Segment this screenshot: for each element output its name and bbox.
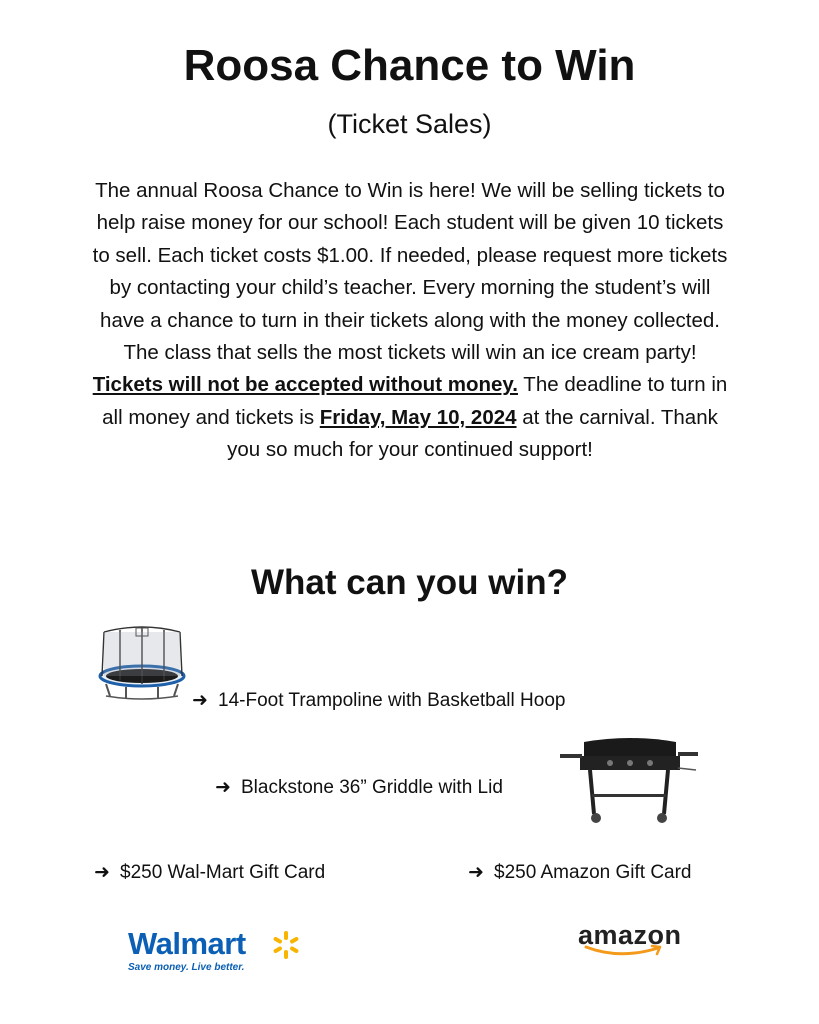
- prize-amazon-card: [468, 860, 692, 886]
- deadline-date: Friday, May 10, 2024: [319, 405, 517, 429]
- body-text-2: The deadline to turn in all money and tickets is: [102, 373, 728, 429]
- prize-label: Blackstone 36” Griddle with Lid: [241, 777, 503, 798]
- prizes-heading: What can you win?: [251, 563, 568, 602]
- no-money-warning: Tickets will not be accepted without money.: [92, 373, 518, 397]
- walmart-spark-icon: [271, 930, 301, 960]
- amazon-logo: [578, 918, 682, 952]
- prize-label: 14-Foot Trampoline with Basketball Hoop: [218, 690, 566, 711]
- trampoline-icon: [96, 620, 188, 700]
- prize-trampoline: [192, 688, 565, 714]
- page-title: Roosa Chance to Win: [183, 41, 636, 90]
- amazon-smile-icon: [580, 944, 670, 960]
- page-subtitle: (Ticket Sales): [327, 109, 492, 139]
- walmart-logo: [128, 926, 246, 974]
- amazon-wordmark: amazon: [578, 920, 682, 950]
- arrow-icon: ➜: [192, 690, 208, 711]
- body-text-1: The annual Roosa Chance to Win is here! We will be selling tickets to help raise money for our school! Each student will be given 10 tickets to sell. Each ticket costs $1.00. If needed, please request more tickets by contacting your child’s teacher. Every morning the student’s will have a chance to turn in their tickets along with the money collected. The class that sells the most tickets will win an ice cream party!: [92, 179, 728, 365]
- griddle-icon: [560, 734, 698, 826]
- walmart-wordmark: Walmart: [128, 926, 246, 961]
- arrow-icon: ➜: [468, 862, 484, 883]
- prize-walmart-card: [94, 860, 325, 886]
- walmart-tagline: Save money. Live better.: [128, 962, 245, 973]
- prize-label: $250 Amazon Gift Card: [494, 862, 692, 883]
- arrow-icon: ➜: [215, 777, 231, 798]
- body-text-3: at the carnival. Thank you so much for your continued support!: [227, 405, 718, 462]
- prize-label: $250 Wal-Mart Gift Card: [120, 862, 326, 883]
- announcement-paragraph: [92, 175, 728, 467]
- prize-griddle: [215, 775, 503, 801]
- arrow-icon: ➜: [94, 862, 110, 883]
